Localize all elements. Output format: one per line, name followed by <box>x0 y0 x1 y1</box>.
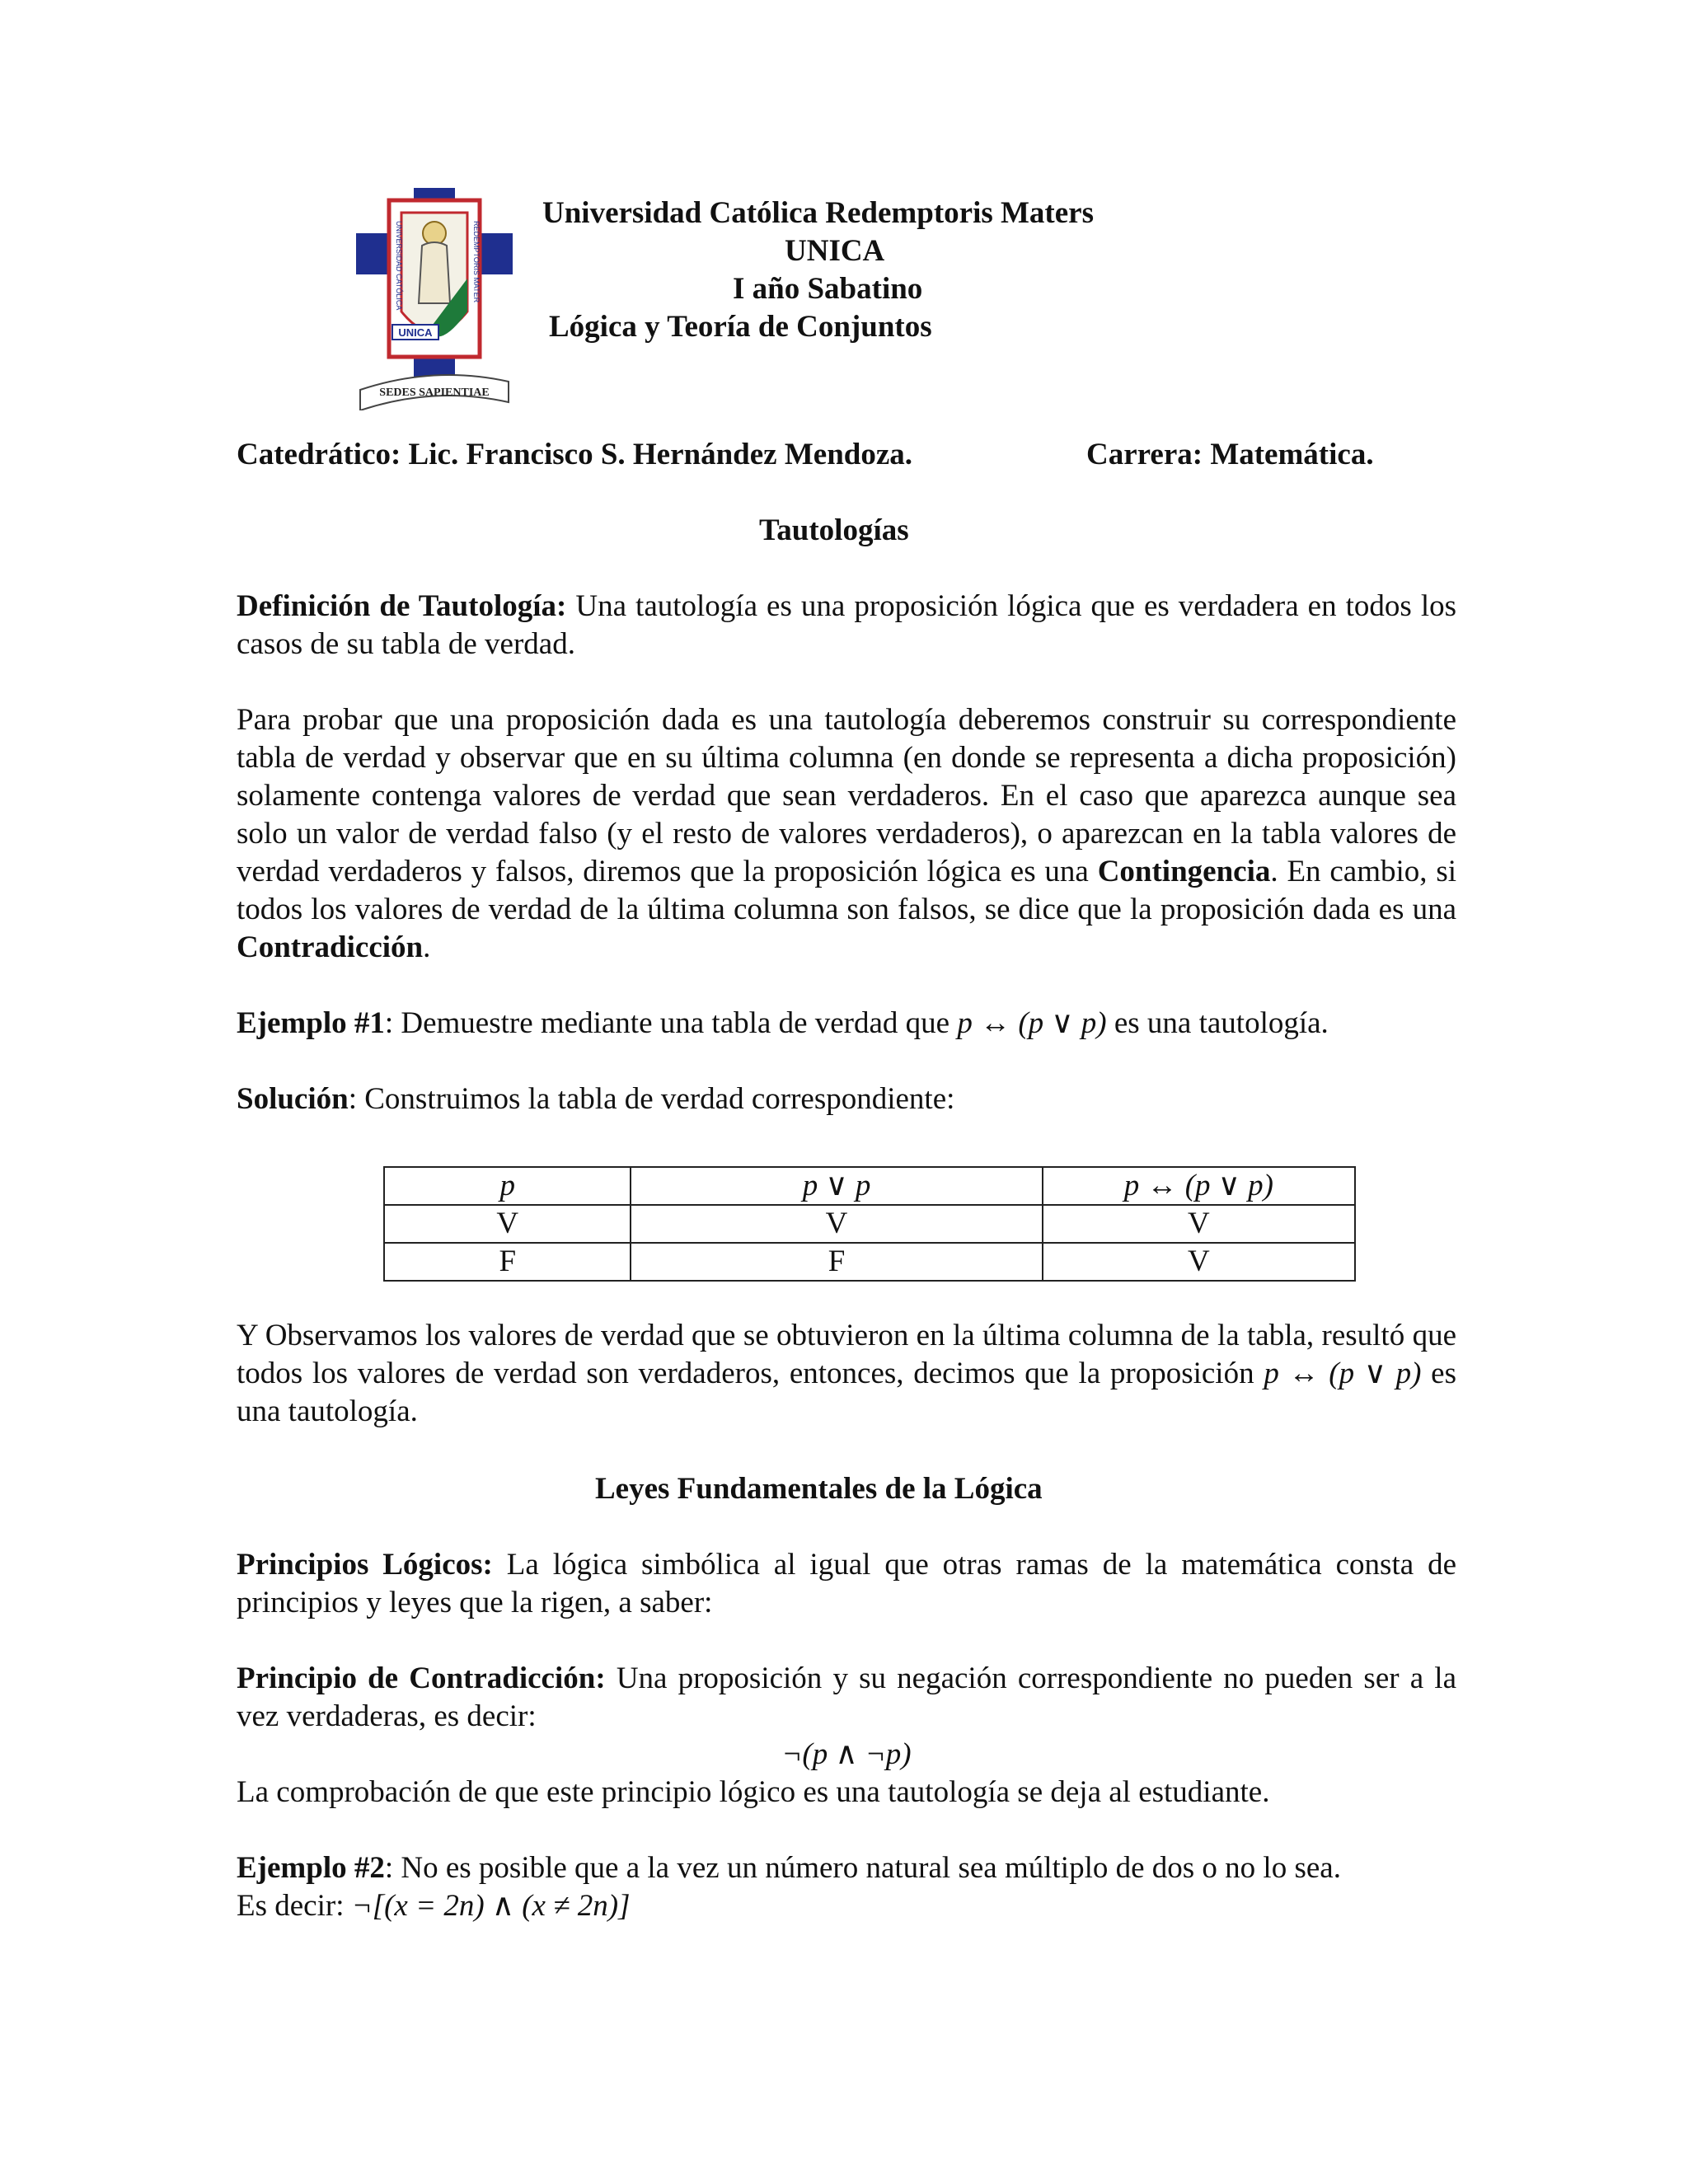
contradiccion-term: Contradicción <box>237 930 424 964</box>
truth-table-row <box>384 1205 1355 1243</box>
truth-table-header-row <box>384 1167 1355 1205</box>
truth-table-cell: V <box>1043 1205 1355 1243</box>
conclusion-paragraph <box>237 1317 1456 1431</box>
example-2-text: : No es posible que a la vez un número natural sea múltiplo de dos o no lo sea. <box>384 1851 1341 1885</box>
definition-text: Una tautología es una proposición lógica que es verdadera en todos los casos de su tabla de verdad. <box>237 589 1457 661</box>
example-2-prefix: Es decir: <box>237 1889 352 1923</box>
solution-text: : Construimos la tabla de verdad correspondiente: <box>348 1082 955 1116</box>
conclusion-formula: p ↔ (p ∨ p) <box>1264 1357 1422 1390</box>
logo-motto: SEDES SAPIENTIAE <box>379 387 490 399</box>
university-logo <box>356 188 513 410</box>
section-title-leyes: Leyes Fundamentales de la Lógica <box>595 1472 1043 1506</box>
solution-label: Solución <box>237 1082 349 1116</box>
contradiction-formula: ¬(p ∧ ¬p) <box>781 1737 912 1771</box>
logo-right-text: REDEMPTORIS MATER <box>472 221 481 303</box>
course-name: Lógica y Teoría de Conjuntos <box>549 310 932 344</box>
truth-table <box>383 1166 1356 1282</box>
example-1-label: Ejemplo #1 <box>237 1006 385 1040</box>
example-1 <box>237 1005 1456 1043</box>
definition-label: Definición de Tautología: <box>237 589 567 623</box>
truth-table-row <box>384 1243 1355 1281</box>
truth-table-header: p ∨ p <box>631 1167 1042 1205</box>
truth-table-cell: V <box>384 1205 631 1243</box>
logo-left-text: UNIVERSIDAD CATÓLICA <box>395 221 403 311</box>
truth-table-header: p <box>384 1167 631 1205</box>
career-line: Carrera: Matemática. <box>1086 438 1374 471</box>
contradiction-label: Principio de Contradicción: <box>237 1661 606 1695</box>
section-title-tautologias: Tautologías <box>759 513 909 547</box>
truth-table-cell: F <box>631 1243 1042 1281</box>
conclusion-text-b: es una tautología. <box>237 1357 1457 1428</box>
example-1-text-b: es una tautología. <box>1106 1006 1329 1040</box>
method-text-a: Para probar que una proposición dada es una tautología deberemos construir su correspondiente tabla de verdad y observar que en su última columna (en donde se representa a dicha proposición) solamente contenga valores de verdad que sean verdaderos. En el caso que aparezca aunque sea solo un valor de verdad falso (y el resto de valores verdaderos), o aparezcan en la tabla valores de verdad verdaderos y falsos, diremos que la proposición lógica es una <box>237 703 1456 888</box>
university-name: Universidad Católica Redemptoris Maters <box>542 196 1094 230</box>
example-1-formula: p ↔ (p ∨ p) <box>957 1006 1107 1040</box>
truth-table-cell: F <box>384 1243 631 1281</box>
check-text: La comprobación de que este principio lógico es una tautología se deja al estudiante. <box>237 1775 1270 1809</box>
professor-line: Catedrático: Lic. Francisco S. Hernández Mendoza. <box>237 438 913 471</box>
contradiction-principle <box>237 1660 1456 1811</box>
contingencia-term: Contingencia <box>1097 855 1271 888</box>
example-2 <box>237 1849 1456 1925</box>
definition-paragraph <box>237 588 1456 663</box>
method-text-e: . <box>423 930 431 964</box>
academic-year: I año Sabatino <box>733 272 923 306</box>
contradiction-text: Una proposición y su negación correspondiente no pueden ser a la vez verdaderas, es decir: <box>237 1661 1456 1733</box>
solution-line <box>237 1080 1456 1118</box>
university-acronym: UNICA <box>785 234 885 268</box>
principles-paragraph <box>237 1546 1456 1622</box>
truth-table-cell: V <box>631 1205 1042 1243</box>
example-2-formula: ¬[(x = 2n) ∧ (x ≠ 2n)] <box>351 1889 631 1923</box>
principles-label: Principios Lógicos: <box>237 1548 493 1582</box>
principles-text: La lógica simbólica al igual que otras ramas de la matemática consta de principios y leyes que la rigen, a saber: <box>237 1548 1456 1619</box>
conclusion-text-a: Y Observamos los valores de verdad que se obtuvieron en la última columna de la tabla, resultó que todos los valores de verdad son verdaderos, entonces, decimos que la proposición <box>237 1319 1456 1390</box>
logo-badge: UNICA <box>398 326 433 339</box>
truth-table-cell: V <box>1043 1243 1355 1281</box>
tautology-method-paragraph <box>237 701 1456 967</box>
example-2-label: Ejemplo #2 <box>237 1851 385 1885</box>
truth-table-header: p ↔ (p ∨ p) <box>1043 1167 1355 1205</box>
example-1-text-a: : Demuestre mediante una tabla de verdad que <box>384 1006 958 1040</box>
method-text-c: . En cambio, si todos los valores de verdad de la última columna son falsos, se dice que la proposición dada es una <box>237 855 1456 926</box>
